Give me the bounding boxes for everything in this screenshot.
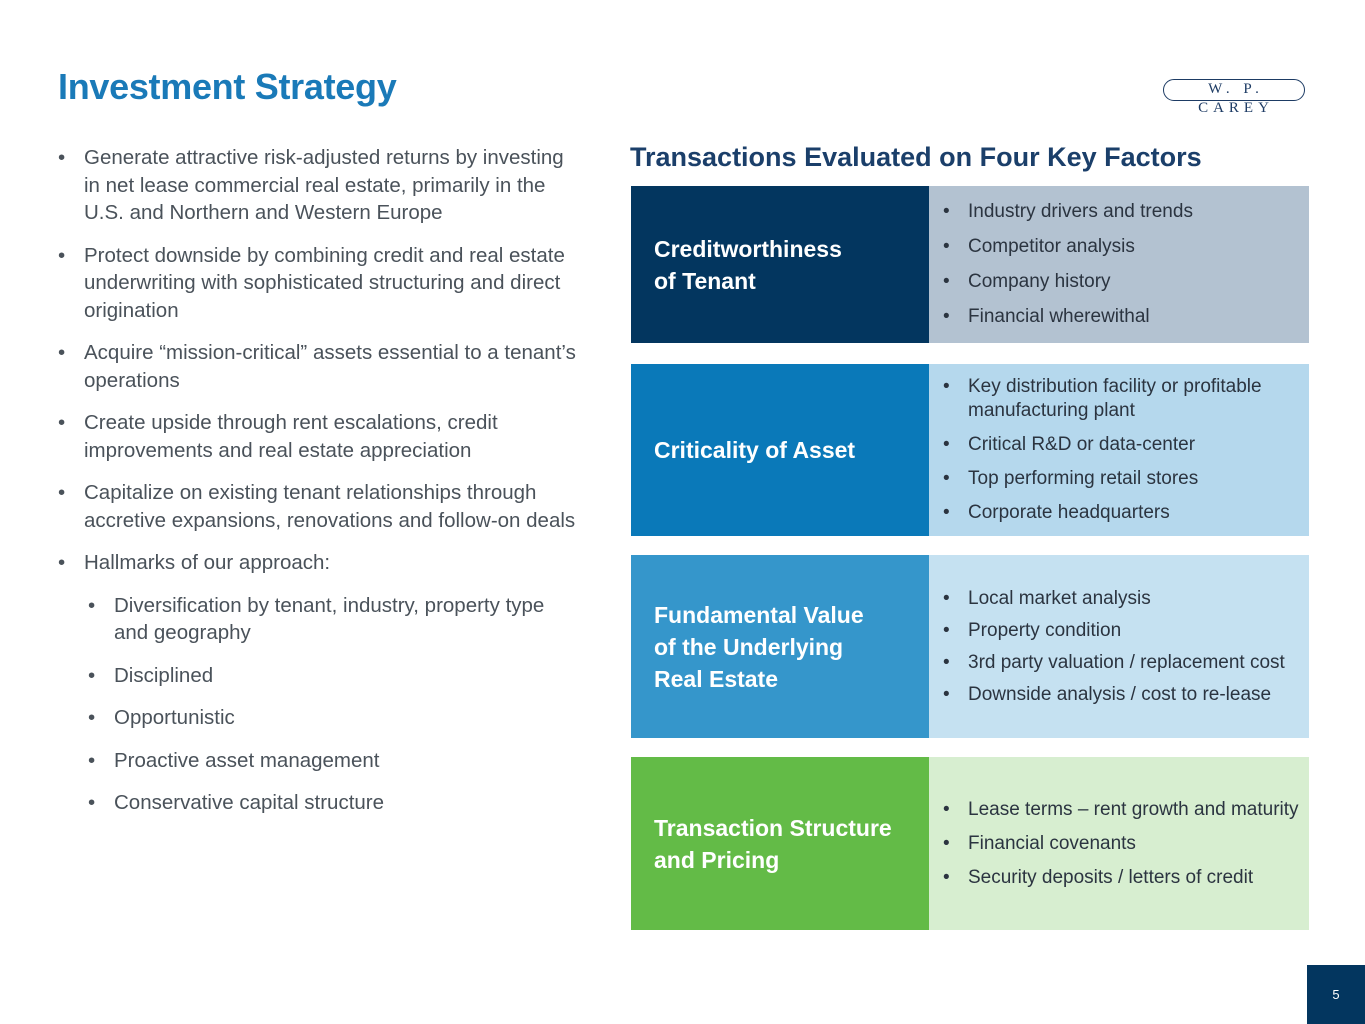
factor-point: • Lease terms – rent growth and maturity <box>943 798 1299 822</box>
hallmark-bullet: • Conservative capital structure <box>58 789 578 817</box>
strategy-bullet: • Generate attractive risk-adjusted returns by investing in net lease commercial real estate, primarily in the U.S. and Northern and Western Europe <box>58 144 578 227</box>
factor-label-line: Creditworthiness <box>654 235 842 262</box>
factor-label-line: of Tenant <box>654 267 756 294</box>
factor-label-line: Fundamental Value <box>654 601 864 628</box>
factor-point: • Security deposits / letters of credit <box>943 866 1299 890</box>
factor-points <box>929 555 1309 738</box>
factor-criticality <box>631 364 1309 536</box>
page-title: Investment Strategy <box>58 66 397 107</box>
factor-point: • Local market analysis <box>943 587 1299 611</box>
strategy-bullet: • Protect downside by combining credit and real estate underwriting with sophisticated structuring and direct origination <box>58 242 578 325</box>
factor-label <box>631 555 929 738</box>
factor-label <box>631 757 929 930</box>
factors-title: Transactions Evaluated on Four Key Factors <box>630 142 1202 172</box>
hallmark-bullet: • Proactive asset management <box>58 747 578 775</box>
strategy-bullet: • Capitalize on existing tenant relationships through accretive expansions, renovations and follow-on deals <box>58 479 578 534</box>
factor-point: • Competitor analysis <box>943 235 1299 259</box>
factor-point: • Financial wherewithal <box>943 305 1299 329</box>
factor-label-line: Transaction Structure <box>654 814 892 841</box>
factor-points <box>929 364 1309 536</box>
factor-fundamental-value <box>631 555 1309 738</box>
factor-point: • Corporate headquarters <box>943 501 1299 525</box>
factor-label-line: of the Underlying <box>654 633 844 660</box>
factor-point: • Industry drivers and trends <box>943 200 1299 224</box>
factor-point: • Downside analysis / cost to re-lease <box>943 683 1299 707</box>
strategy-bullet: • Acquire “mission-critical” assets essential to a tenant’s operations <box>58 339 578 394</box>
strategy-bullet: • Hallmarks of our approach: <box>58 549 578 577</box>
factor-label-line: Criticality of Asset <box>654 437 856 463</box>
hallmark-bullet: • Opportunistic <box>58 704 578 732</box>
wp-carey-logo: W. P. CAREY <box>1163 79 1305 101</box>
hallmark-bullet: • Diversification by tenant, industry, property type and geography <box>58 592 578 647</box>
factor-label <box>631 364 929 536</box>
factor-label-line: and Pricing <box>654 846 780 873</box>
factor-point: • Critical R&D or data-center <box>943 433 1299 457</box>
factor-points <box>929 186 1309 343</box>
factor-point: • Top performing retail stores <box>943 467 1299 491</box>
factor-point: • Financial covenants <box>943 832 1299 856</box>
factor-label-line: Real Estate <box>654 665 779 692</box>
factor-transaction-structure <box>631 757 1309 930</box>
factor-label <box>631 186 929 343</box>
factor-point: • 3rd party valuation / replacement cost <box>943 651 1299 675</box>
factor-point: • Key distribution facility or profitable manufacturing plant <box>943 375 1299 423</box>
strategy-bullet: • Create upside through rent escalations, credit improvements and real estate appreciation <box>58 409 578 464</box>
page-number: 5 <box>1307 965 1365 1024</box>
factor-point: • Company history <box>943 270 1299 294</box>
factor-creditworthiness <box>631 186 1309 343</box>
strategy-list <box>58 144 578 832</box>
hallmark-bullet: • Disciplined <box>58 662 578 690</box>
factor-points <box>929 757 1309 930</box>
factor-point: • Property condition <box>943 619 1299 643</box>
